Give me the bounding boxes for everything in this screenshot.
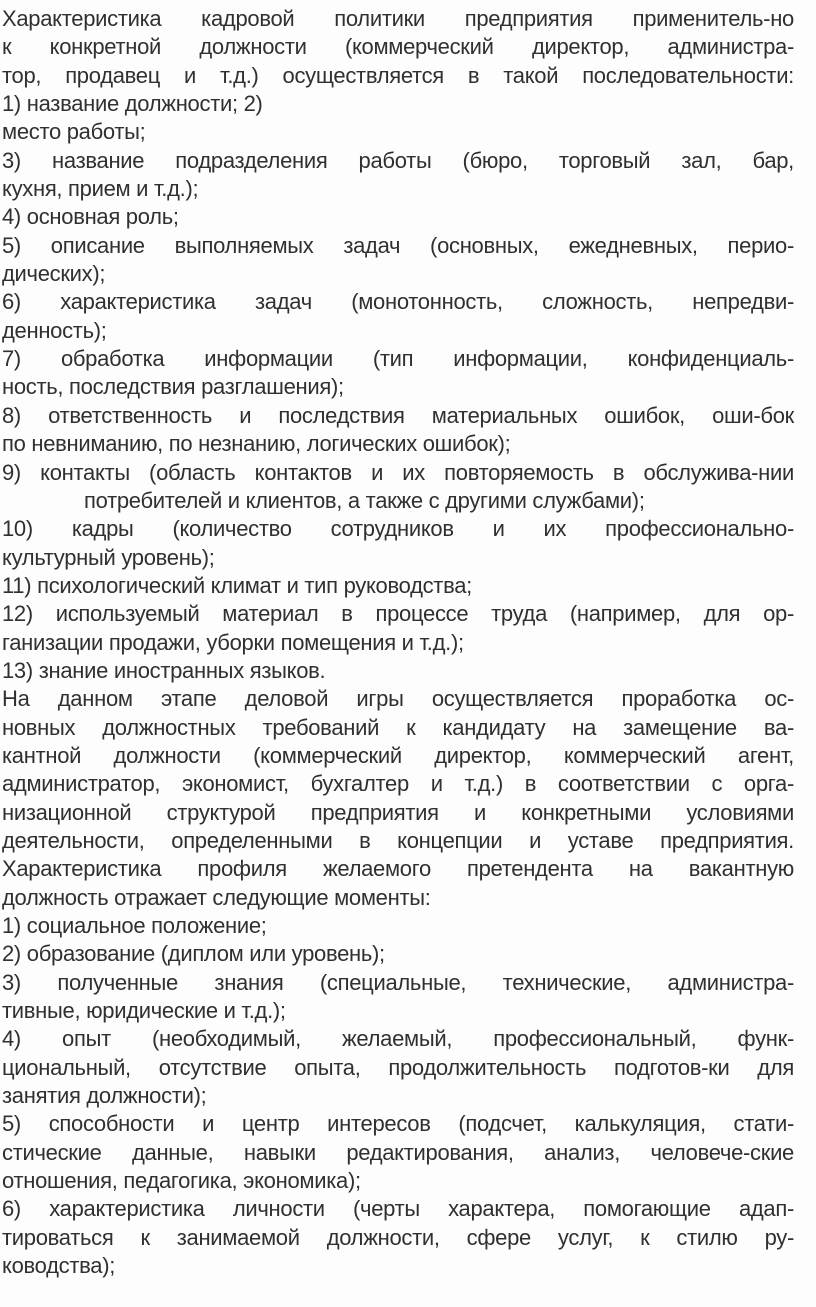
text-line: потребителей и клиентов, а также с другими службами); — [84, 487, 645, 513]
text-line: администратор, экономист, бухгалтер и т.д.) в соответствии с орга- — [2, 771, 794, 797]
text-line: ганизации продажи, уборки помещения и т.д.); — [2, 629, 464, 655]
text-line: должность отражает следующие моменты: — [2, 884, 431, 910]
text-line: 3) название подразделения работы (бюро, торговый зал, бар, — [2, 147, 794, 173]
text-line: дических); — [2, 261, 106, 287]
text-line: 9) контакты (область контактов и их повторяемость в обслужива-нии — [2, 459, 794, 485]
text-line: тивные, юридические и т.д.); — [2, 998, 286, 1024]
text-line: деятельности, определенными в концепции и уставе предприятия. — [2, 827, 794, 853]
text-line: 3) полученные знания (специальные, технические, администра- — [2, 969, 794, 995]
text-line: 1) название должности; 2) — [2, 91, 263, 117]
text-line: 1) социальное положение; — [2, 913, 267, 938]
text-line: занятия должности); — [2, 1083, 207, 1109]
text-line: стические данные, навыки редактирования, анализ, человече-ские — [2, 1139, 794, 1165]
text-line: На данном этапе деловой игры осуществляется проработка ос- — [2, 686, 794, 712]
text-line: Характеристика кадровой политики предприятия применитель-но — [2, 6, 794, 31]
text-line: 13) знание иностранных языков. — [2, 657, 326, 683]
text-line: 4) основная роль; — [2, 204, 179, 230]
text-line: кухня, прием и т.д.); — [2, 176, 199, 202]
text-line: 6) характеристика личности (черты характера, помогающие адап- — [2, 1196, 794, 1222]
text-line: низационной структурой предприятия и конкретными условиями — [2, 799, 794, 825]
text-line: кантной должности (коммерческий директор, коммерческий агент, — [2, 742, 794, 768]
text-line: денность); — [2, 317, 107, 343]
text-line: 7) обработка информации (тип информации, конфиденциаль- — [2, 346, 794, 372]
text-line: 5) описание выполняемых задач (основных, ежедневных, перио- — [2, 232, 794, 258]
text-line: к конкретной должности (коммерческий директор, администра- — [2, 34, 794, 60]
text-line: тироваться к занимаемой должности, сфере услуг, к стилю ру- — [2, 1224, 794, 1250]
text-line: тор, продавец и т.д.) осуществляется в такой последовательности: — [2, 62, 794, 88]
text-line: Характеристика профиля желаемого претендента на вакантную — [2, 856, 794, 882]
text-line: новных должностных требований к кандидату на замещение ва- — [2, 714, 794, 740]
text-line: по невниманию, по незнанию, логических ошибок); — [2, 431, 511, 457]
text-line: 10) кадры (количество сотрудников и их профессионально- — [2, 516, 794, 542]
text-line: 4) опыт (необходимый, желаемый, профессиональный, функ- — [2, 1026, 794, 1052]
text-line: ность, последствия разглашения); — [2, 374, 344, 400]
text-line: циональный, отсутствие опыта, продолжительность подготов-ки для — [2, 1054, 794, 1080]
text-line: ководства); — [2, 1253, 116, 1279]
text-line: отношения, педагогика, экономика); — [2, 1168, 361, 1194]
text-line: 2) образование (диплом или уровень); — [2, 941, 385, 967]
text-line: место работы; — [2, 119, 146, 145]
text-line: культурный уровень); — [2, 544, 215, 570]
text-line: 12) используемый материал в процессе труда (например, для ор- — [2, 601, 794, 627]
text-line: 8) ответственность и последствия материальных ошибок, оши-бок — [2, 402, 794, 428]
text-line: 11) психологический климат и тип руководства; — [2, 572, 472, 598]
text-line: 6) характеристика задач (монотонность, сложность, непредви- — [2, 289, 794, 315]
text-line: 5) способности и центр интересов (подсчет, калькуляция, стати- — [2, 1111, 794, 1137]
